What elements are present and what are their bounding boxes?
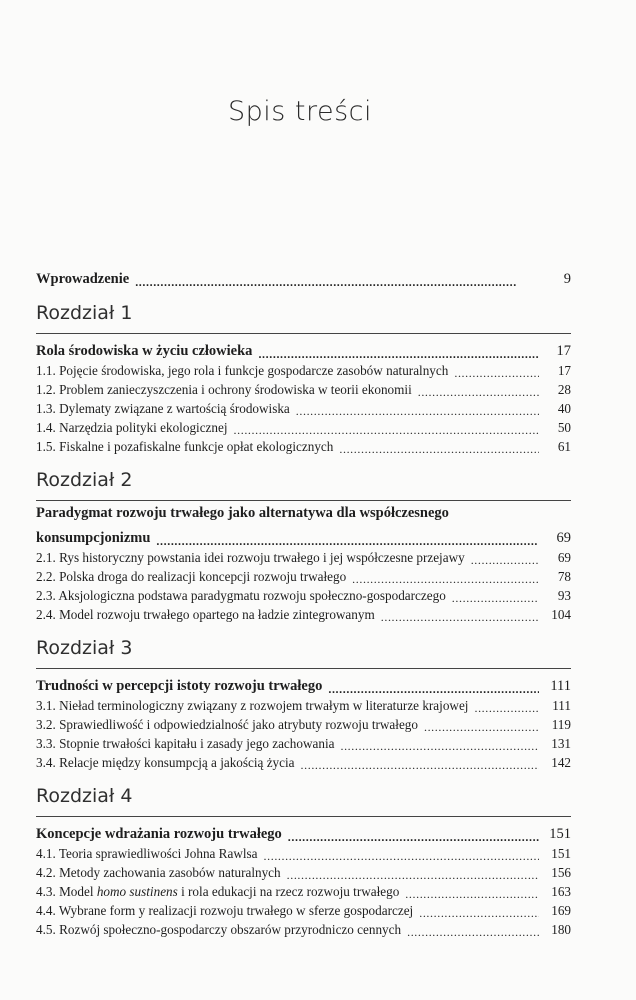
leader-dots xyxy=(234,424,539,436)
toc-page-number: 93 xyxy=(557,588,571,603)
chapter-heading: Rozdział 4 xyxy=(36,785,571,817)
toc-entry-label: 1.2. Problem zanieczyszczenia i ochrony środowiska w teorii ekonomii xyxy=(36,382,412,397)
toc-entry xyxy=(36,714,571,733)
leader-dots xyxy=(471,554,539,566)
leader-dots xyxy=(287,869,539,881)
toc-entry xyxy=(36,604,571,623)
toc-page-number: 50 xyxy=(557,420,571,435)
toc-entry xyxy=(36,566,571,585)
toc-chapter-title xyxy=(36,673,571,695)
toc-page-number: 104 xyxy=(551,607,571,622)
leader-dots xyxy=(407,926,539,938)
toc-chapter-title-line: Paradygmat rozwoju trwałego jako alternatywa dla współczesnego xyxy=(36,505,449,521)
toc-page-number: 169 xyxy=(551,903,571,918)
chapter-heading: Rozdział 1 xyxy=(36,302,571,334)
leader-dots xyxy=(135,276,539,288)
toc-entry-label: Trudności w percepcji istoty rozwoju trwałego xyxy=(36,678,323,694)
toc-entry xyxy=(36,379,571,398)
toc-chapter-title xyxy=(36,338,571,360)
toc-entry-label: 2.1. Rys historyczny powstania idei rozwoju trwałego i jej współczesne przejawy xyxy=(36,550,465,565)
toc-page-number: 119 xyxy=(551,717,571,732)
toc-page-number: 163 xyxy=(551,884,571,899)
leader-dots xyxy=(339,443,539,455)
leader-dots xyxy=(454,367,539,379)
toc-entry xyxy=(36,585,571,604)
table-of-contents xyxy=(36,266,571,938)
toc-page-number: 17 xyxy=(557,363,571,378)
leader-dots xyxy=(419,907,539,919)
toc-page-number: 142 xyxy=(551,755,571,770)
leader-dots xyxy=(352,573,539,585)
toc-page-number: 40 xyxy=(557,401,571,416)
toc-page-number: 111 xyxy=(552,698,571,713)
toc-entry-label: 4.1. Teoria sprawiedliwości Johna Rawlsa xyxy=(36,846,258,861)
leader-dots xyxy=(474,702,539,714)
toc-entry xyxy=(36,919,571,938)
leader-dots xyxy=(296,405,539,417)
toc-entry xyxy=(36,733,571,752)
toc-entry-label: 3.1. Nieład terminologiczny związany z rozwojem trwałym w literaturze krajowej xyxy=(36,698,469,713)
toc-chapter-title xyxy=(36,525,571,547)
page-title: Spis treści xyxy=(227,96,373,127)
leader-dots xyxy=(156,535,539,547)
leader-dots xyxy=(452,592,539,604)
toc-label-italic: homo sustinens xyxy=(96,884,178,899)
toc-entry xyxy=(36,360,571,379)
toc-entry-label: 1.1. Pojęcie środowiska, jego rola i funkcje gospodarcze zasobów naturalnych xyxy=(36,363,449,378)
leader-dots xyxy=(405,888,539,900)
toc-entry-label: Koncepcje wdrażania rozwoju trwałego xyxy=(36,826,282,842)
toc-entry-label: Rola środowiska w życiu człowieka xyxy=(36,343,253,359)
toc-entry-label: 4.5. Rozwój społeczno-gospodarczy obszarów przyrodniczo cennych xyxy=(36,922,402,937)
toc-entry xyxy=(36,547,571,566)
toc-label-prefix: 4.3. Model xyxy=(36,884,97,899)
toc-entry-label: 2.3. Aksjologiczna podstawa paradygmatu rozwoju społeczno-gospodarczego xyxy=(36,588,446,603)
leader-dots xyxy=(328,683,539,695)
toc-page-number: 17 xyxy=(556,343,571,359)
leader-dots xyxy=(340,740,539,752)
leader-dots xyxy=(424,721,539,733)
leader-dots xyxy=(381,611,539,623)
toc-entry xyxy=(36,398,571,417)
toc-entry xyxy=(36,417,571,436)
toc-page-number: 156 xyxy=(551,865,571,880)
toc-entry-label: 2.2. Polska droga do realizacji koncepcji rozwoju trwałego xyxy=(36,569,347,584)
toc-entry-label: Wprowadzenie xyxy=(36,271,130,287)
toc-page-number: 28 xyxy=(557,382,571,397)
toc-entry-intro xyxy=(36,266,571,288)
toc-entry xyxy=(36,843,571,862)
toc-page-number: 151 xyxy=(551,846,571,861)
toc-entry xyxy=(36,752,571,771)
toc-page-number: 69 xyxy=(556,530,571,546)
toc-label-suffix: i rola edukacji na rzecz rozwoju trwałego xyxy=(177,884,400,899)
toc-page-number: 111 xyxy=(550,678,571,694)
toc-entry-label: 1.5. Fiskalne i pozafiskalne funkcje opłat ekologicznych xyxy=(36,439,334,454)
leader-dots xyxy=(288,831,539,843)
toc-entry-label: 3.3. Stopnie trwałości kapitału i zasady jego zachowania xyxy=(36,736,335,751)
toc-entry-label: 3.2. Sprawiedliwość i odpowiedzialność jako atrybuty rozwoju trwałego xyxy=(36,717,418,732)
toc-entry xyxy=(36,436,571,455)
toc-entry-label: 1.3. Dylematy związane z wartością środowiska xyxy=(36,401,290,416)
leader-dots xyxy=(301,759,539,771)
toc-page-number: 78 xyxy=(557,569,571,584)
toc-page-number: 9 xyxy=(563,271,571,287)
leader-dots xyxy=(258,348,539,360)
toc-page-number: 61 xyxy=(557,439,571,454)
toc-chapter-title xyxy=(36,821,571,843)
toc-entry-label: 1.4. Narzędzia polityki ekologicznej xyxy=(36,420,228,435)
toc-entry-label: 3.4. Relacje między konsumpcją a jakością życia xyxy=(36,755,295,770)
chapter-heading: Rozdział 3 xyxy=(36,637,571,669)
toc-entry-label: 4.2. Metody zachowania zasobów naturalnych xyxy=(36,865,281,880)
toc-entry xyxy=(36,862,571,881)
toc-entry-label: 2.4. Model rozwoju trwałego opartego na ładzie zintegrowanym xyxy=(36,607,375,622)
leader-dots xyxy=(418,386,539,398)
toc-page-number: 180 xyxy=(551,922,571,937)
toc-page-number: 131 xyxy=(551,736,571,751)
toc-entry xyxy=(36,695,571,714)
toc-entry-label: konsumpcjonizmu xyxy=(36,530,151,546)
chapter-heading: Rozdział 2 xyxy=(36,469,571,501)
toc-entry-label: 4.4. Wybrane form y realizacji rozwoju trwałego w sferze gospodarczej xyxy=(36,903,414,918)
toc-page-number: 69 xyxy=(557,550,571,565)
toc-entry xyxy=(36,881,571,900)
toc-entry xyxy=(36,900,571,919)
toc-entry-label xyxy=(36,884,399,900)
leader-dots xyxy=(264,850,539,862)
toc-page-number: 151 xyxy=(549,826,571,842)
